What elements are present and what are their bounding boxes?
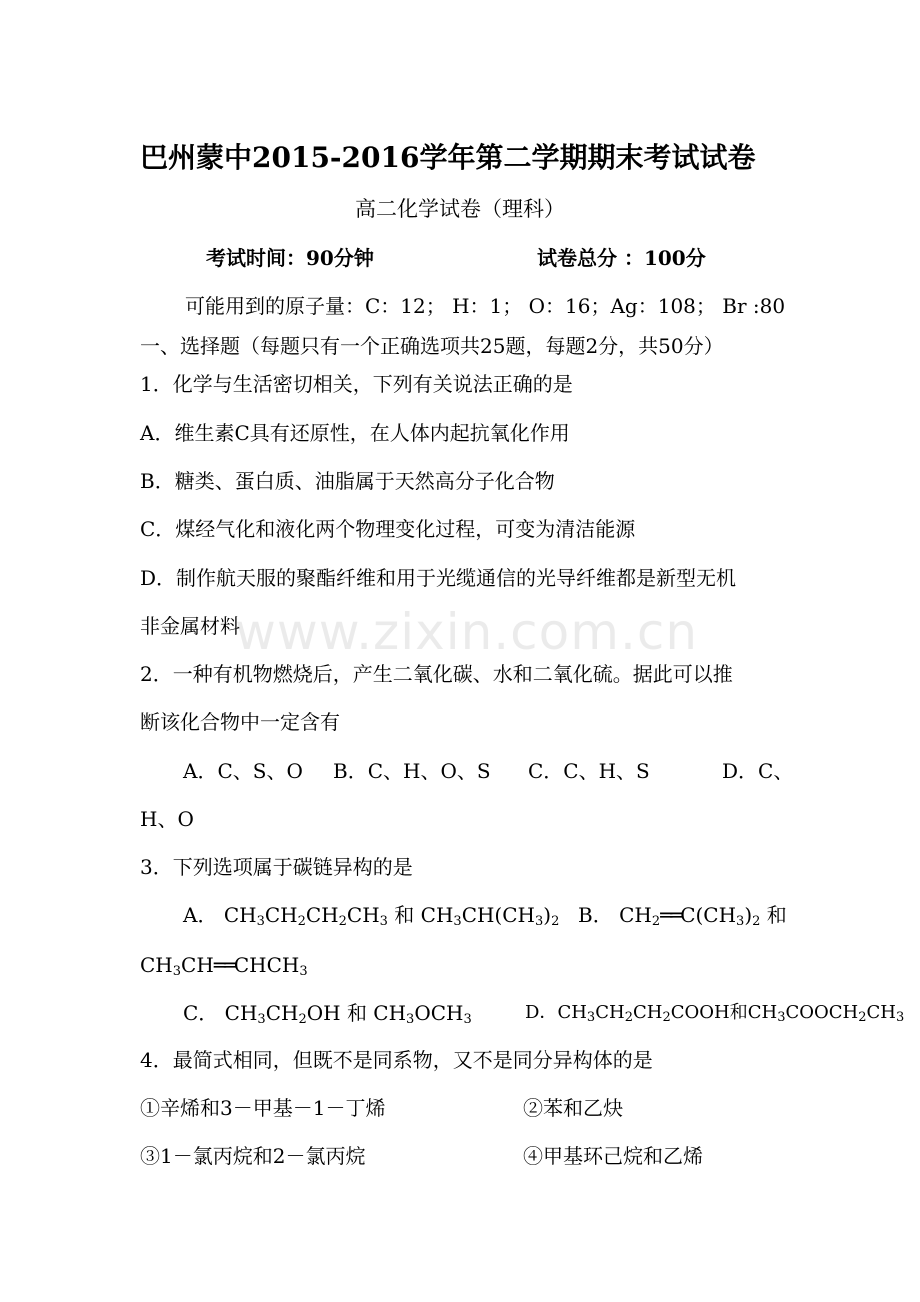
chemical-formula: $CH_3CH(CH_3)_2$ <box>420 903 560 929</box>
question-4-item-1: ①辛烯和3－甲基－1－丁烯 <box>140 1096 386 1120</box>
question-3-stem: 3．下列选项属于碳链异构的是 <box>140 855 413 879</box>
chemical-formula: $CH_2══C(CH_3)_2$ <box>619 903 761 929</box>
question-2-stem: 2．一种有机物燃烧后，产生二氧化碳、水和二氧化硫。据此可以推 <box>140 662 733 686</box>
chemical-formula: $CH_3OCH_3$ <box>373 1001 472 1027</box>
option-label: C． <box>183 1001 219 1025</box>
question-1-stem: 1．化学与生活密切相关，下列有关说法正确的是 <box>140 372 573 396</box>
question-2-stem-cont: 断该化合物中一定含有 <box>140 710 340 734</box>
question-1-option-d-cont: 非金属材料 <box>140 614 240 638</box>
question-2-option-b: B．C、H、O、S <box>333 759 491 783</box>
question-2-option-d: D．C、 <box>722 759 794 783</box>
conjunction: 和 <box>346 1001 367 1025</box>
option-label: B． <box>578 903 613 927</box>
option-label: D． <box>525 1002 558 1023</box>
chemical-formula: $CH_3COOCH_2CH_3$ <box>747 1002 905 1025</box>
question-1-option-b: B．糖类、蛋白质、油脂属于天然高分子化合物 <box>140 469 555 493</box>
conjunction: 和 <box>729 1002 748 1023</box>
question-1-option-d: D．制作航天服的聚酯纤维和用于光缆通信的光导纤维都是新型无机 <box>140 566 737 590</box>
question-4-item-2: ②苯和乙炔 <box>523 1096 623 1120</box>
question-1-option-a: A．维生素C具有还原性，在人体内起抗氧化作用 <box>140 421 570 445</box>
question-3-option-a <box>183 903 559 927</box>
question-2-option-d-cont: H、O <box>140 807 194 831</box>
exam-title: 巴州蒙中2015-2016学年第二学期期末考试试卷 <box>140 141 756 174</box>
question-3-option-b <box>578 903 787 927</box>
conjunction: 和 <box>766 903 787 927</box>
chemical-formula: $CH_3CH_2CH_2COOH$ <box>557 1002 730 1025</box>
question-2-option-c: C．C、H、S <box>528 759 650 783</box>
question-1-option-c: C．煤经气化和液化两个物理变化过程，可变为清洁能源 <box>140 517 636 541</box>
conjunction: 和 <box>394 903 415 927</box>
exam-time: 考试时间：90分钟 <box>206 246 374 270</box>
question-4-stem: 4．最简式相同，但既不是同系物，又不是同分异构体的是 <box>140 1048 653 1072</box>
question-3-option-b-cont <box>140 953 308 977</box>
section-title: 一、选择题（每题只有一个正确选项共25题，每题2分，共50分） <box>140 334 724 358</box>
total-score: 试卷总分 ：100分 <box>537 246 706 270</box>
question-2-option-a: A．C、S、O <box>183 759 303 783</box>
option-label: A． <box>183 903 218 927</box>
chemical-formula: $CH_3CH══CHCH_3$ <box>140 953 308 979</box>
question-4-item-3: ③1－氯丙烷和2－氯丙烷 <box>140 1144 366 1168</box>
question-3-option-c <box>183 1001 472 1025</box>
question-4-item-4: ④甲基环己烷和乙烯 <box>523 1144 703 1168</box>
chemical-formula: $CH_3CH_2OH$ <box>224 1001 341 1027</box>
exam-subtitle: 高二化学试卷（理科） <box>355 197 565 221</box>
chemical-formula: $CH_3CH_2CH_2CH_3$ <box>223 903 388 929</box>
watermark: www.zixin.com.cn <box>235 603 699 661</box>
question-3-option-d <box>525 1001 904 1025</box>
atomic-masses: 可能用到的原子量：C：12； H：1； O：16；Ag：108； Br :80 <box>185 294 786 318</box>
